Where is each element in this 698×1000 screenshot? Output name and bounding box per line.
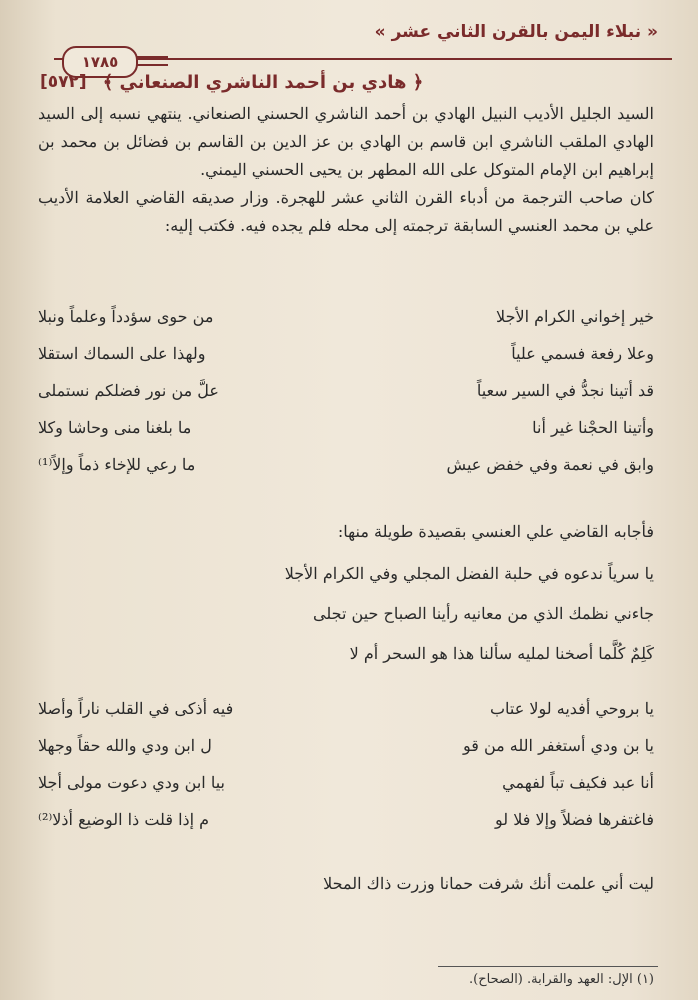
verse-second-hemistich: م إذا قلت ذا الوضيع أذلا⁽²⁾ — [38, 810, 210, 829]
verse-first-hemistich: خير إخواني الكرام الأجلا — [496, 307, 654, 326]
verse-first-hemistich: يا بن ودي أستغفر الله من قو — [462, 736, 654, 755]
footnote-rule — [438, 966, 658, 967]
verse-row — [38, 372, 654, 409]
verse-second-hemistich: فيه أذكى في القلب ناراً وأصلا — [38, 699, 234, 718]
verse-first-hemistich: أنا عبد فكيف تباً لفهمي — [502, 773, 654, 792]
verse-row — [38, 801, 654, 838]
verse-row — [38, 764, 654, 801]
paragraph-reply: فأجابه القاضي علي العنسي بقصيدة طويلة منها: — [337, 522, 654, 541]
verse-second-hemistich: من حوى سؤدداً وعلماً ونبلا — [38, 307, 214, 326]
verse-first-hemistich: وابق في نعمة وفي خفض عيش — [446, 455, 654, 474]
long-verse-line: ليت أني علمت أنك شرفت حمانا وزرت ذاك المحلا — [323, 874, 654, 893]
page-number: ١٧٨٥ — [62, 46, 138, 78]
running-header: « نبلاء اليمن بالقرن الثاني عشر » — [374, 22, 658, 42]
verse-second-hemistich: بيا ابن ودي دعوت مولى أجلا — [38, 773, 225, 792]
verse-first-hemistich: وعلا رفعة فسمي علياً — [511, 344, 654, 363]
verse-first-hemistich: وأتينا الحجْنا غير أنا — [532, 418, 654, 437]
verse-second-hemistich: ل ابن ودي والله حقاً وجهلا — [38, 736, 212, 755]
poem-first — [38, 298, 654, 483]
verse-row — [38, 298, 654, 335]
verse-row — [38, 409, 654, 446]
verse-second-hemistich: ما بلغنا منى وحاشا وكلا — [38, 418, 192, 437]
paragraph-lineage: السيد الجليل الأديب النبيل الهادي بن أحمد الناشري الحسني الصنعاني. ينتهي نسبه إلى السيد الهادي الملقب الناشري ابن قاسم بن الهادي بن عز الدين بن القاسم بن فضائل بن محمد بن إبراهيم ابن الإمام المتوكل على الله المطهر بن يحيى الحسني اليمني. — [38, 104, 654, 179]
verse-first-hemistich: قد أتينا نجدُّ في السير سعياً — [476, 381, 654, 400]
header-ornament — [134, 56, 168, 66]
long-verse-line: يا سرياً ندعوه في حلبة الفضل المجلي وفي الكرام الأجلا — [284, 564, 654, 583]
paragraph-intro: كان صاحب الترجمة من أدباء القرن الثاني عشر للهجرة. وزار صديقه القاضي العلامة الأديب علي بن محمد العنسي السابقة ترجمته إلى محله فلم يجده فيه. فكتب إليه: — [38, 188, 654, 235]
long-verse-line: كَلِمٌ كُلَّما أصخنا لمليه سألنا هذا هو السحر أم لا — [349, 644, 654, 663]
verse-row — [38, 690, 654, 727]
poem-second — [38, 690, 654, 838]
long-verse-line: جاءني نظمك الذي من معانيه رأينا الصباح حين تجلى — [313, 604, 654, 623]
verse-row — [38, 727, 654, 764]
entry-name: ﴿ هادي بن أحمد الناشري الصنعاني ﴾ — [102, 71, 424, 93]
footnote: (١) الإل: العهد والقرابة. (الصحاح). — [469, 972, 654, 987]
verse-first-hemistich: فاغتفرها فضلاً وإلا فلا لو — [495, 810, 654, 829]
verse-second-hemistich: ما رعي للإخاء ذماً وإلاً⁽¹⁾ — [38, 455, 196, 474]
verse-second-hemistich: علَّ من نور فضلكم نستملى — [38, 381, 219, 400]
verse-first-hemistich: يا بروحي أفديه لولا عتاب — [489, 699, 654, 718]
entry-number: [٥٧٢] — [40, 72, 87, 92]
verse-row — [38, 335, 654, 372]
verse-row — [38, 446, 654, 483]
entry-title-row — [40, 66, 658, 98]
verse-second-hemistich: ولهذا على السماك استقلا — [38, 344, 206, 363]
